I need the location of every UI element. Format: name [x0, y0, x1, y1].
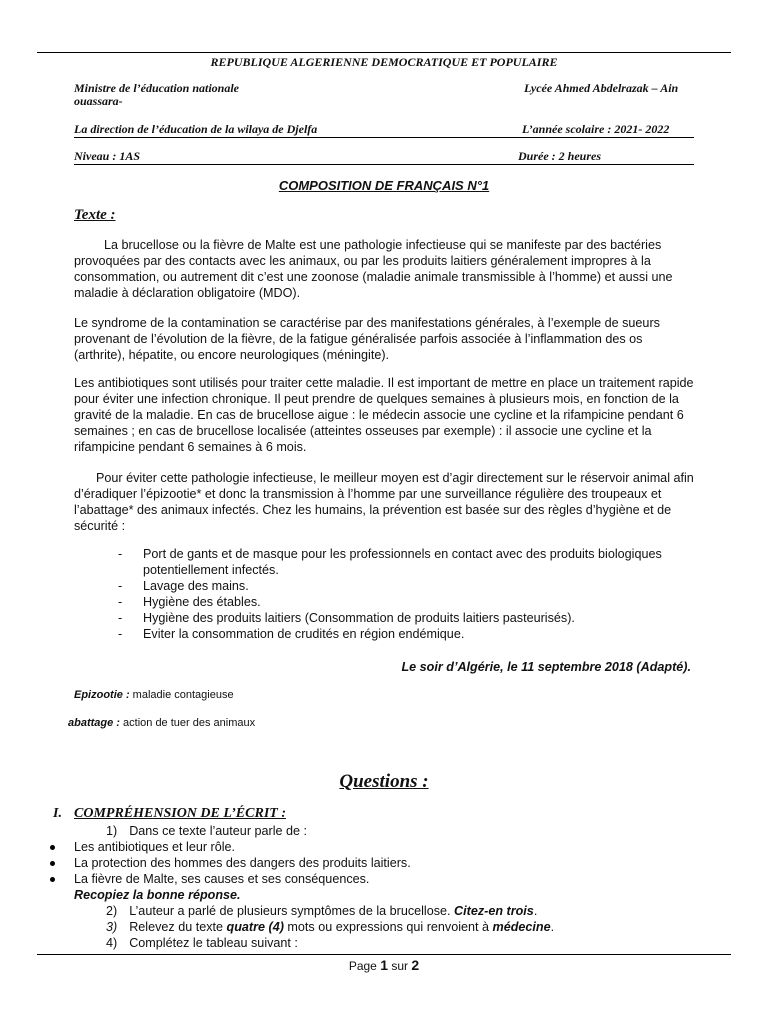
paragraph-3: Les antibiotiques sont utilisés pour traiter cette maladie. Il est important de mettre en place un traitement rapide pour éviter une infection chronique. Il peut prendre de quelques semaines à plusieurs mois, en fonction de la gravité de la maladie. En cas de brucellose aigue : le médecin associe une cycline et la rifampicine pendant 6 semaines ; en cas de brucellose localisée (atteintes osseuses par exemple) : il associe une cycline et la rifampicine pendant 6 semaines à 6 mois. — [74, 376, 694, 454]
prevention-list — [118, 546, 698, 642]
paragraph-2: Le syndrome de la contamination se caractérise par des manifestations générales, à l’exemple de sueurs provenant de l’évolution de la fièvre, de la fatigue généralisée parfois associée à l’inflammation des os (arthrite), hépatite, ou encore neurologiques (méningite). — [74, 316, 660, 362]
paragraph-1: La brucellose ou la fièvre de Malte est une pathologie infectieuse qui se manifeste par des bactéries provoquées par des contacts avec les animaux, ou par les produits laitiers généralement impropres à la consommation, ou autrement dit c’est une zoonose (maladie animale transmissible à l’homme) et aussi une maladie à déclaration obligatoire (MDO). — [74, 238, 673, 300]
list-item: - Eviter la consommation de crudités en région endémique. — [118, 627, 465, 641]
question-2: 2) L’auteur a parlé de plusieurs symptômes de la brucellose. Citez-en trois. — [106, 904, 538, 918]
glossary-definition: maladie contagieuse — [132, 689, 234, 701]
page-number: Page 1 sur 2 — [348, 957, 420, 973]
glossary-abattage — [68, 717, 255, 729]
questions-heading: Questions : — [339, 771, 429, 792]
bullet-icon — [50, 877, 55, 882]
ministry-label: Ministre de l’éducation nationale — [74, 81, 240, 95]
list-item: La protection des hommes des dangers des produits laitiers. — [50, 855, 411, 871]
school-label-continued: ouassara- — [74, 94, 123, 108]
glossary-epizootie — [74, 689, 234, 701]
list-item: - Hygiène des produits laitiers (Consommation de produits laitiers pasteurisés). — [118, 611, 575, 625]
level-label: Niveau : 1AS — [74, 149, 140, 163]
source-citation: Le soir d’Algérie, le 11 septembre 2018 (Adapté). — [401, 660, 691, 674]
q1-instruction: Recopiez la bonne réponse. — [74, 888, 241, 902]
section-number: I. — [53, 806, 62, 821]
header-rule-1 — [74, 137, 694, 138]
top-rule — [37, 52, 731, 53]
q1-options — [50, 839, 411, 887]
direction-label: La direction de l’éducation de la wilaya de Djelfa — [74, 122, 318, 136]
section-title: COMPRÉHENSION DE L’ÉCRIT : — [74, 806, 286, 821]
glossary-definition: action de tuer des animaux — [123, 717, 256, 729]
question-3: 3) Relevez du texte quatre (4) mots ou expressions qui renvoient à médecine. — [106, 920, 555, 934]
question-1: 1) Dans ce texte l’auteur parle de : — [106, 824, 308, 838]
school-year: L’année scolaire : 2021- 2022 — [522, 122, 670, 136]
list-item: Les antibiotiques et leur rôle. — [50, 839, 411, 855]
footer-rule — [37, 954, 731, 955]
paragraph-4: Pour éviter cette pathologie infectieuse, le meilleur moyen est d’agir directement sur le réservoir animal afin d’éradiquer l’épizootie* et donc la transmission à l’homme par une surveillance régulière des troupeaux et l’abattage* des animaux infectés. Chez les humains, la prévention est basée sur des règles d’hygiène et de sécurité : — [74, 471, 694, 533]
duration-label: Durée : 2 heures — [518, 149, 601, 163]
header-rule-2 — [74, 164, 694, 165]
question-4: 4) Complétez le tableau suivant : — [106, 936, 298, 950]
republic-title: REPUBLIQUE ALGERIENNE DEMOCRATIQUE ET POPULAIRE — [210, 55, 558, 69]
bullet-icon — [50, 861, 55, 866]
page-title: COMPOSITION DE FRANÇAIS N°1 — [278, 178, 490, 193]
glossary-term: abattage : — [68, 717, 120, 729]
list-item: La fièvre de Malte, ses causes et ses conséquences. — [50, 871, 411, 887]
bullet-icon — [50, 845, 55, 850]
list-item: - Lavage des mains. — [118, 579, 249, 593]
texte-heading: Texte : — [74, 207, 116, 223]
list-item: - Hygiène des étables. — [118, 595, 261, 609]
school-label: Lycée Ahmed Abdelrazak – Ain — [524, 81, 679, 95]
glossary-term: Epizootie : — [74, 689, 130, 701]
list-item: - Port de gants et de masque pour les professionnels en contact avec des produits biologiques potentiellement infectés. — [118, 547, 662, 577]
